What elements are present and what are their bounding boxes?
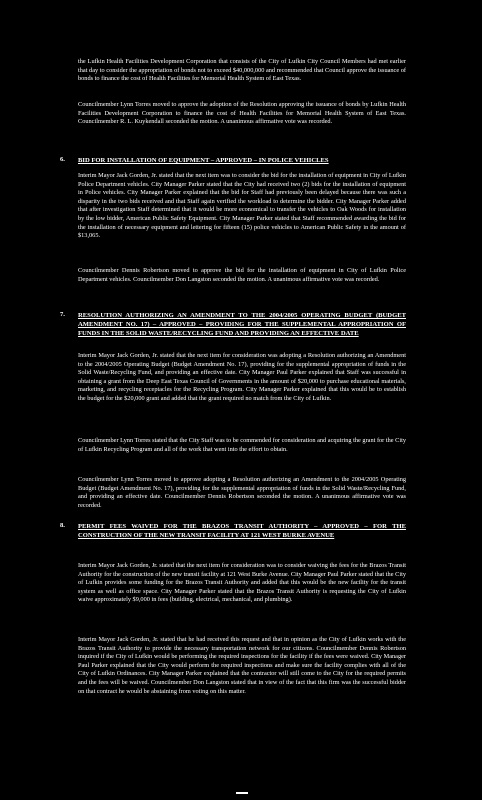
item-7-heading: RESOLUTION AUTHORIZING AN AMENDMENT TO THE 2004/2005 OPERATING BUDGET (BUDGET AMENDMENT NO. 17) – APPROVED – PROVIDING FOR THE SUPPLEMENTAL APPROPRIATION OF FUNDS IN THE SOLID WASTE/RECYCLING FUND AND PROVIDING AN EFFECTIVE DATE	[78, 312, 406, 337]
paragraph-transit-discussion: Interim Mayor Jack Gorden, Jr. stated that he had received this request and that in opinion as the City of Lufkin works with the Brazos Transit Authority to provide the necessary transportation network for our citizens. Councilmember Dennis Robertson inquired if the City of Lufkin would be performing the required inspections for the facility if the fees were waived. City Manager Paul Parker explained that the City would perform the required inspections and make sure the facility complies with all of the City of Lufkin Ordinances. City Manager Parker explained that the contractor will still come to the City for the required permits and the fees will be waived. Councilmember Don Langston stated that in view of the fact that this firm was the successful bidder on that contract he would be abstaining from voting on this matter.	[78, 636, 406, 695]
item-8-number: 8.	[60, 522, 65, 529]
page-number-mark	[236, 792, 248, 794]
paragraph-health-facilities-motion: Councilmember Lynn Torres moved to approve the adoption of the Resolution approving the issuance of bonds by Lufkin Health Facilities Development Corporation to finance the cost of Health Facilities for Memorial Health System of East Texas. Councilmember R. L. Kuykendall seconded the motion. A unanimous affirmative vote was recorded.	[78, 101, 406, 126]
paragraph-police-equipment-motion: Councilmember Dennis Robertson moved to approve the bid for the installation of equipment in City of Lufkin Police Department vehicles. Councilmember Don Langston seconded the motion. A unanimous affirmative vote was recorded.	[78, 267, 406, 283]
paragraph-health-facilities-intro: the Lufkin Health Facilities Development Corporation that consists of the City of Lufkin City Council Members had met earlier that day to consider the appropriation of bonds not to exceed $40,000,000 and recommended that Council approve the issuance of bonds to finance the cost of Health Facilities for Memorial Health System of East Texas.	[78, 58, 406, 83]
paragraph-police-equipment-bid: Interim Mayor Jack Gorden, Jr. stated that the next item was to consider the bid for the installation of equipment in City of Lufkin Police Department vehicles. City Manager Parker stated that the City had received two (2) bids for the installation of equipment in Police vehicles. City Manager Parker explained that the bid for Staff had previously been delayed because there was such a disparity in the two bids received and that Staff again verified the workload to determine the bidder. City Manager Parker added that after investigation Staff determined that it would be more economical to transfer the vehicles to Oak Woods for installation by the low bidder, American Public Safety Equipment. City Manager Parker stated that Staff recommended awarding the bid for the installation of necessary equipment and lettering for fifteen (15) police vehicles to American Public Safety in the amount of $13,065.	[78, 172, 406, 240]
paragraph-budget-amendment-motion: Councilmember Lynn Torres moved to approve adopting a Resolution authorizing an Amendment to the 2004/2005 Operating Budget (Budget Amendment No. 17), providing for the supplemental appropriation of funds in the Solid Waste/Recycling Fund, and providing an effective date. Councilmember Dennis Robertson seconded the motion. A unanimous affirmative vote was recorded.	[78, 476, 406, 509]
item-7-number: 7.	[60, 311, 65, 318]
item-6-heading: BID FOR INSTALLATION OF EQUIPMENT – APPROVED – IN POLICE VEHICLES	[78, 157, 329, 164]
item-6-number: 6.	[60, 156, 65, 163]
paragraph-budget-amendment: Interim Mayor Jack Gorden, Jr. stated that the next item for consideration was adopting a Resolution authorizing an Amendment to the 2004/2005 Operating Budget (Budget Amendment No. 17), providing for the supplemental appropriation of funds in the Solid Waste/Recycling Fund, and providing an effective date. City Manager Paul Parker explained that Staff was successful in obtaining a grant from the Deep East Texas Council of Governments in the amount of $20,000 to purchase educational materials, marketing, and recycling receptacles for the Recycling Program. City Manager Parker explained that this would be to establish the budget for the $20,000 grant and added that the grant required no match from the City of Lufkin.	[78, 352, 406, 402]
paragraph-recycling-grant-comment: Councilmember Lynn Torres stated that the City Staff was to be commended for consideration and acquiring the grant for the City of Lufkin Recycling Program and all of the work that went into the effort to obtain.	[78, 437, 406, 453]
item-8-heading: PERMIT FEES WAIVED FOR THE BRAZOS TRANSIT AUTHORITY – APPROVED – FOR THE CONSTRUCTION OF THE NEW TRANSIT FACILITY AT 121 WEST BURKE AVENUE	[78, 523, 406, 539]
paragraph-transit-permit-fees: Interim Mayor Jack Gorden, Jr. stated that the next item for consideration was to consider waiving the fees for the Brazos Transit Authority for the construction of the new transit facility at 121 West Burke Avenue. City Manager Paul Parker stated that the City of Lufkin provides some funding for the Brazos Transit Authority and added that this would be the new facility for the transit system as well as office space. City Manager Parker stated that the Brazos Transit Authority is requesting the City of Lufkin waive approximately $9,000 in fees (building, electrical, mechanical, and plumbing).	[78, 562, 406, 604]
